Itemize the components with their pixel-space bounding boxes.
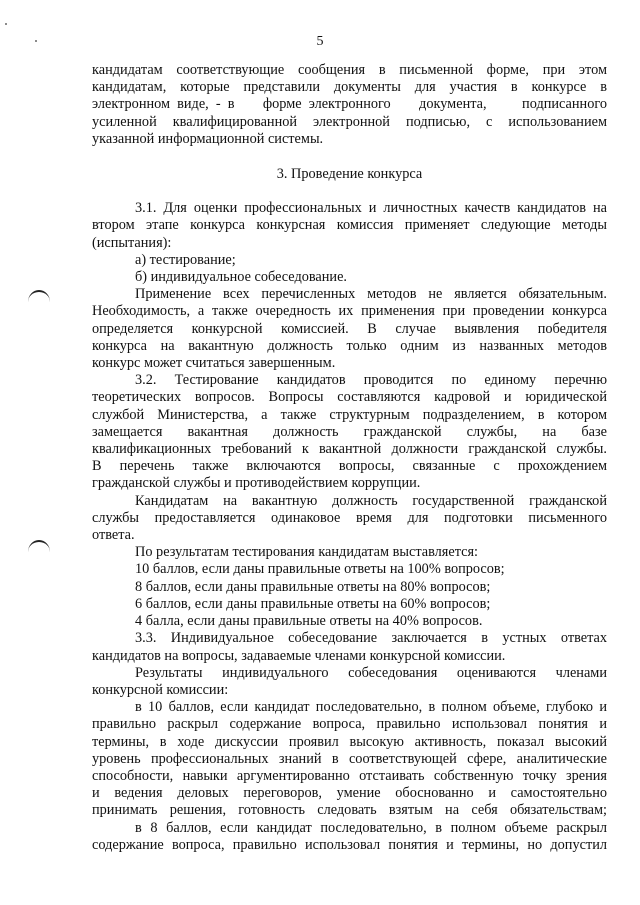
text-line: содержание вопроса, правильно использовал понятия и термины, но допустил [92, 836, 607, 853]
text-line: службой Министерства, а также структурным подразделением, в котором [92, 406, 607, 423]
text-line: а) тестирование; [135, 251, 236, 268]
text-line: б) индивидуальное собеседование. [135, 269, 348, 286]
text-line: (испытания): [92, 234, 172, 251]
text-line: 4 балла, если даны правильные ответы на 40% вопросов. [135, 613, 483, 630]
text-line: и ведения деловых переговоров, умение обоснованно и самостоятельно [92, 785, 607, 802]
text-line: замещается вакантная должность гражданской службы, на базе [92, 423, 607, 440]
document-body [92, 62, 607, 854]
text-line: 8 баллов, если даны правильные ответы на 80% вопросов; [135, 578, 491, 595]
text-line: указанной информационной системы. [92, 130, 324, 147]
text-line: конкурс может считаться завершенным. [92, 355, 336, 372]
text-line: усиленной квалифицированной электронной подписью, с использованием [92, 113, 607, 130]
text-line: Необходимость, а также очередность их применения при проведении конкурса [92, 303, 607, 320]
page-number: 5 [316, 34, 324, 49]
text-line: 3.3. Индивидуальное собеседование заключается в устных ответах [135, 630, 607, 647]
text-line: 3.1. Для оценки профессиональных и личностных качеств кандидатов на [135, 200, 607, 217]
text-line: Применение всех перечисленных методов не является обязательным. [135, 286, 607, 303]
text-line: теоретических вопросов. Вопросы составляются кадровой и юридической [92, 389, 607, 406]
text-line: кандидатам, которые представили документы для участия в конкурсе в [92, 79, 607, 96]
text-line: правильно раскрыл содержание вопроса, правильно использовал понятия и [92, 716, 607, 733]
binding-hole-mark [28, 540, 50, 552]
text-line: 3.2. Тестирование кандидатов проводится по единому перечню [135, 372, 607, 389]
text-line: По результатам тестирования кандидатам выставляется: [135, 544, 479, 561]
text-line: втором этапе конкурса конкурсная комиссия применяет следующие методы [92, 217, 607, 234]
text-line: квалификационных требований к вакантной должности гражданской службы. [92, 441, 607, 458]
text-line: конкурсной комиссии: [92, 681, 229, 698]
text-line: 10 баллов, если даны правильные ответы на 100% вопросов; [135, 561, 505, 578]
text-line: в 8 баллов, если кандидат последовательно, в полном объеме раскрыл [135, 819, 607, 836]
text-line: уровень профессиональных знаний в соответствующей сфере, аналитические [92, 750, 607, 767]
text-line: ответа. [92, 527, 135, 544]
text-line: термины, в ходе дискуссии проявил высокую активность, показал высокий [92, 733, 607, 750]
text-line: службы предоставляется одинаковое время для подготовки письменного [92, 509, 607, 526]
text-line: электронном виде, - в форме электронного документа, подписанного [92, 96, 607, 113]
text-line: способности, навыки аргументированно отстаивать собственную точку зрения [92, 767, 607, 784]
text-line: принимать решения, готовность следовать взятым на себя обязательствам; [92, 802, 607, 819]
text-line: гражданской службы и противодействием коррупции. [92, 475, 421, 492]
scan-speck [5, 23, 7, 25]
text-line: определяется конкурсной комиссией. В случае выявления победителя [92, 320, 607, 337]
text-line: кандидатам соответствующие сообщения в письменной форме, при этом [92, 62, 607, 78]
text-line: кандидатов на вопросы, задаваемые членами конкурсной комиссии. [92, 647, 506, 664]
intro-paragraph [92, 62, 607, 148]
text-line: конкурса на вакантную должность только одним из названных методов [92, 337, 607, 354]
text-line: 6 баллов, если даны правильные ответы на 60% вопросов; [135, 595, 491, 612]
text-line: В перечень также включаются вопросы, связанные с прохождением [92, 458, 607, 475]
text-line: Кандидатам на вакантную должность государственной гражданской [135, 492, 607, 509]
binding-hole-mark [28, 290, 50, 302]
text-line: в 10 баллов, если кандидат последовательно, в полном объеме, глубоко и [135, 699, 607, 716]
text-line: Результаты индивидуального собеседования оцениваются членами [135, 664, 607, 681]
section-body [92, 200, 607, 854]
section-heading: 3. Проведение конкурса [276, 166, 423, 183]
